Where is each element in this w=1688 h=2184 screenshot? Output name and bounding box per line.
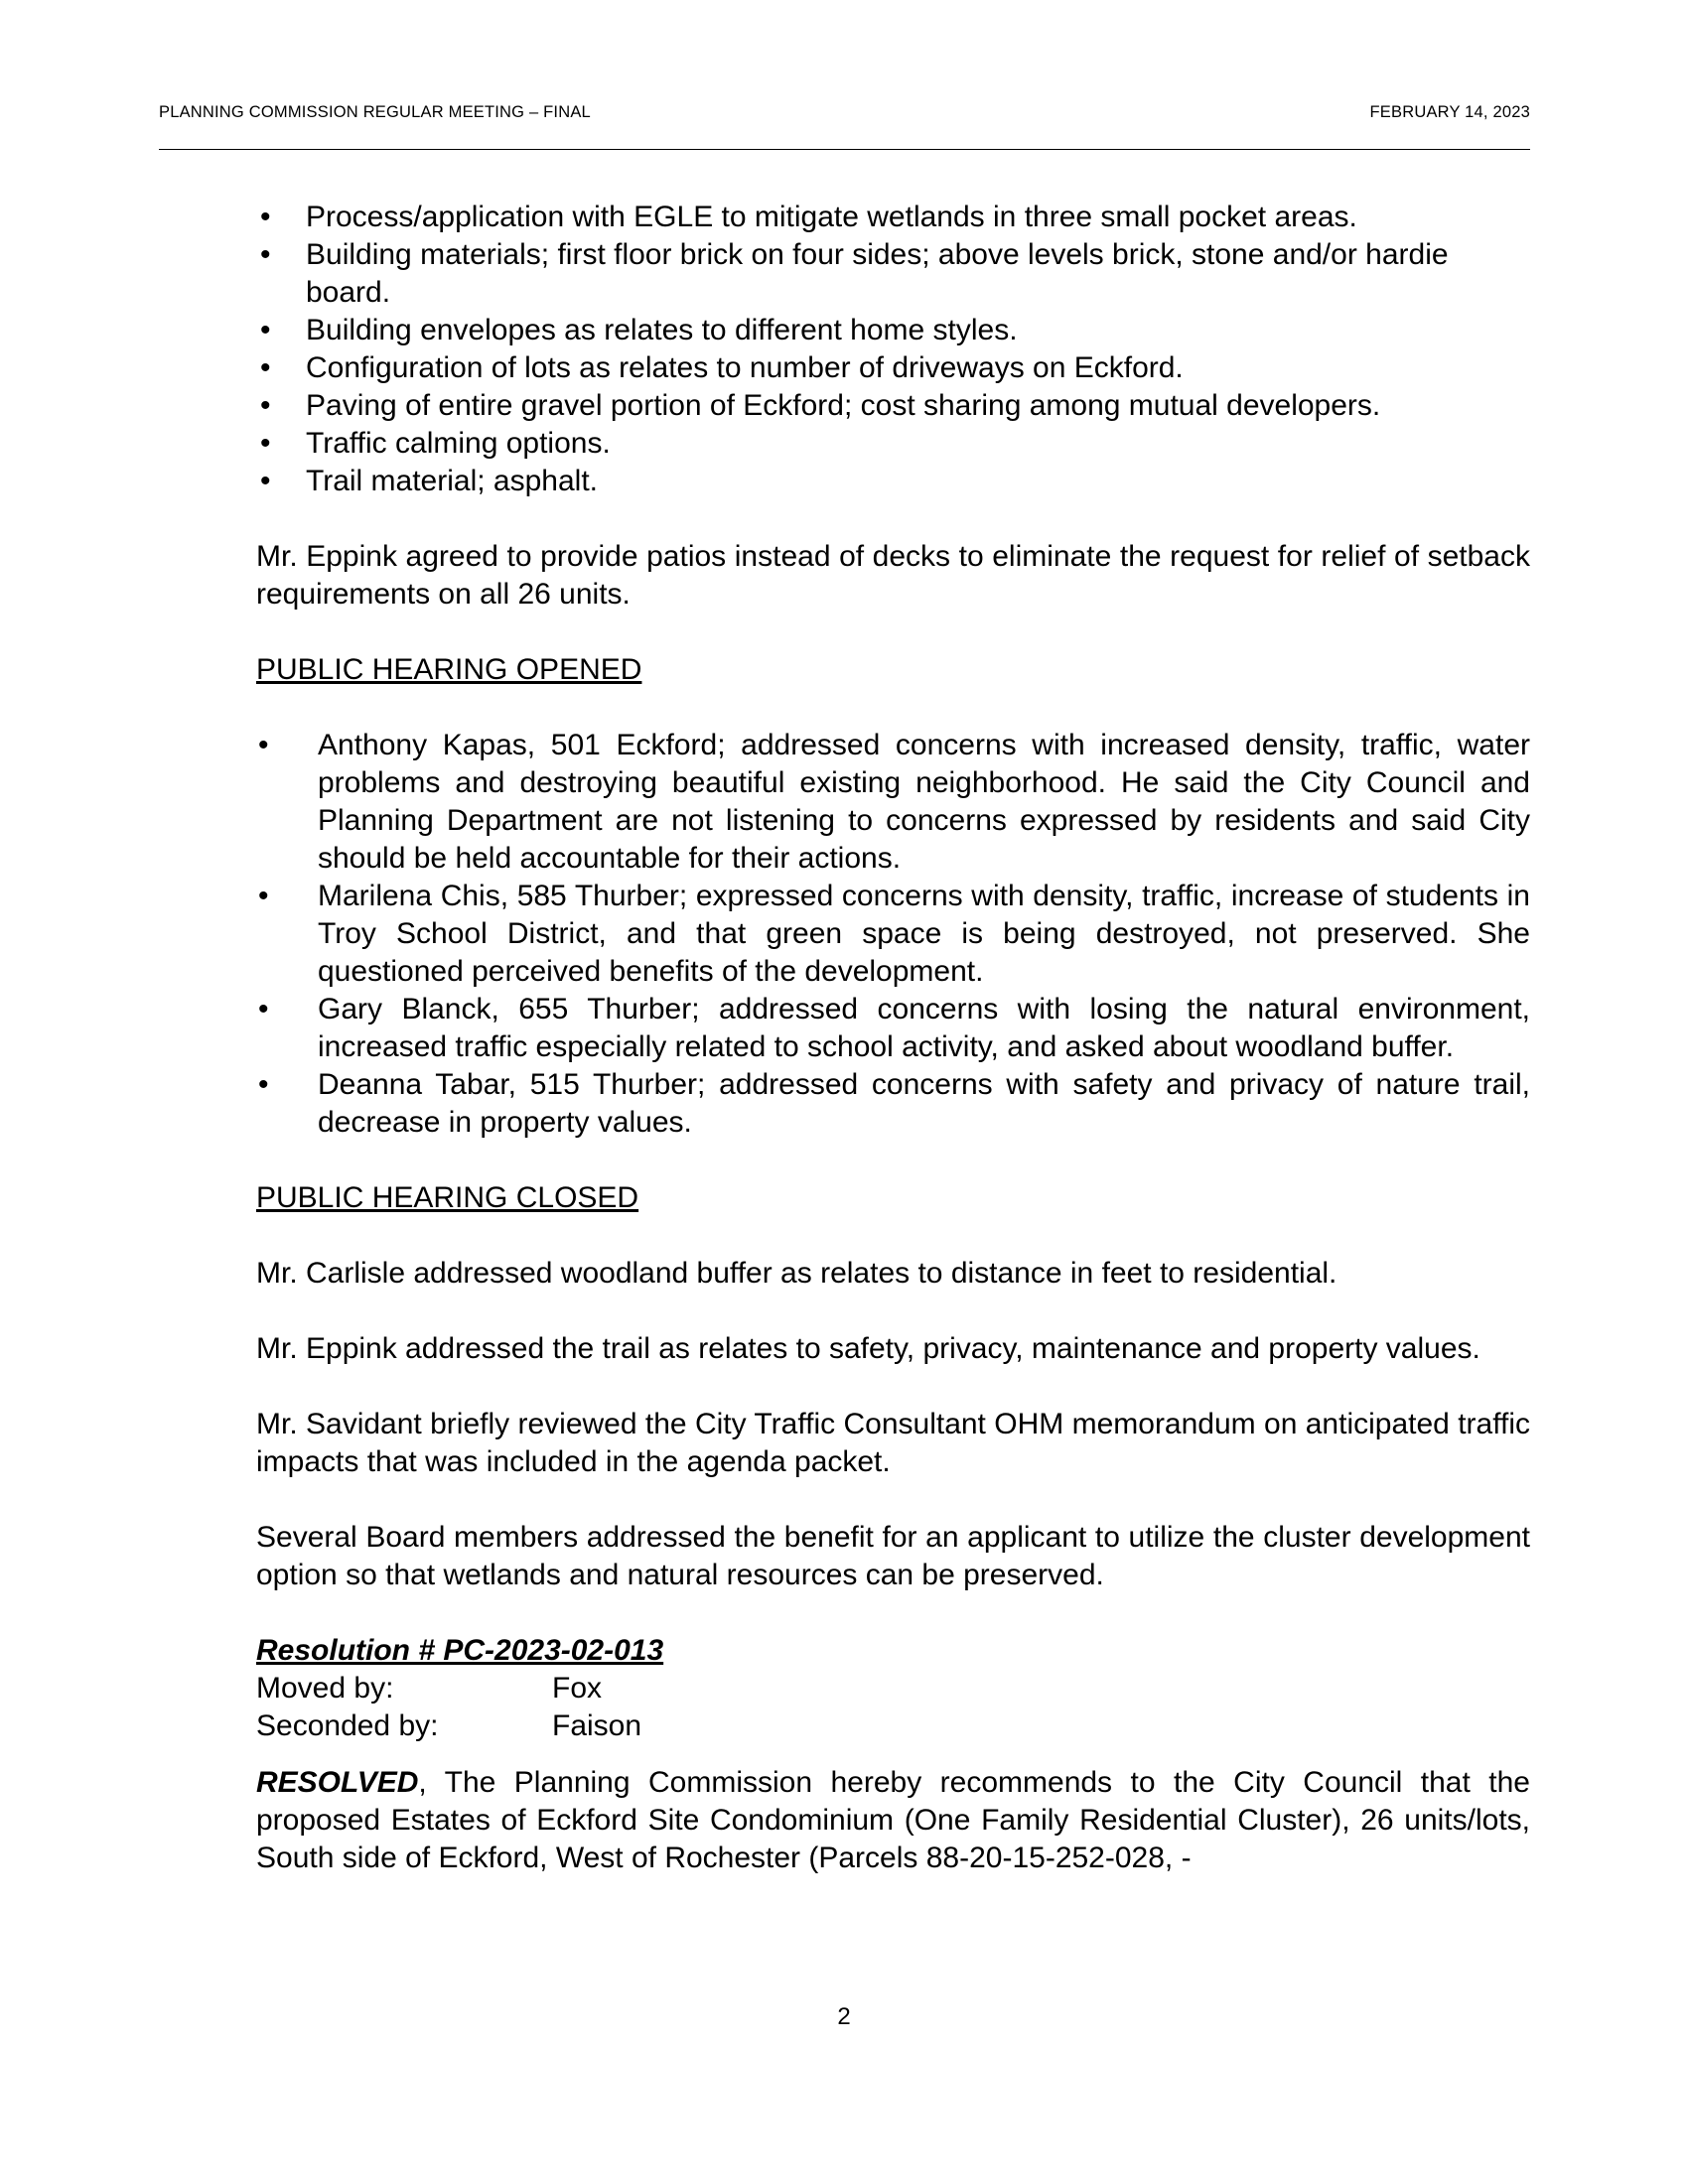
list-item: • Building materials; first floor brick on four sides; above levels brick, stone and/or hardie board. [260, 238, 1449, 309]
header-meeting-title: PLANNING COMMISSION REGULAR MEETING – FINAL [159, 103, 591, 121]
resolved-keyword: RESOLVED [256, 1766, 419, 1799]
resolved-text: , The Planning Commission hereby recommends to the City Council that the proposed Estates of Eckford Site Condominium (One Family Residential Cluster), 26 units/lots, South side of Eckford, West of Rochester (Parcels 88-20-15-252-028, - [256, 1766, 1530, 1874]
list-item: • Gary Blanck, 655 Thurber; addressed concerns with losing the natural environment, increased traffic especially related to school activity, and asked about woodland buffer. [258, 993, 1530, 1063]
bullet-icon: • [260, 465, 271, 497]
seconded-by-row [256, 1707, 1530, 1745]
bullet-icon: • [258, 729, 269, 761]
moved-by-label: Moved by: [256, 1672, 394, 1705]
bullet-icon: • [260, 201, 271, 233]
header-divider [159, 149, 1530, 150]
bullet-icon: • [258, 1068, 269, 1101]
list-item: • Building envelopes as relates to different home styles. [256, 312, 1530, 349]
board-members-paragraph: Several Board members addressed the benefit for an applicant to utilize the cluster development option so that wetlands and natural resources can be preserved. [256, 1521, 1530, 1591]
resolved-paragraph [256, 1764, 1530, 1877]
savidant-paragraph: Mr. Savidant briefly reviewed the City Traffic Consultant OHM memorandum on anticipated traffic impacts that was included in the agenda packet. [256, 1408, 1530, 1478]
seconded-by-label: Seconded by: [256, 1709, 439, 1742]
list-item: • Trail material; asphalt. [256, 463, 1530, 500]
list-item: • Deanna Tabar, 515 Thurber; addressed concerns with safety and privacy of nature trail, decrease in property values. [258, 1068, 1530, 1139]
list-item: • Paving of entire gravel portion of Eckford; cost sharing among mutual developers. [256, 387, 1530, 425]
header-date: FEBRUARY 14, 2023 [1369, 103, 1530, 121]
discussion-bullet-list [256, 199, 1530, 500]
moved-by-row [256, 1670, 1530, 1707]
moved-by-value: Fox [552, 1672, 603, 1705]
carlisle-paragraph: Mr. Carlisle addressed woodland buffer as relates to distance in feet to residential. [256, 1257, 1337, 1290]
list-item: • Configuration of lots as relates to number of driveways on Eckford. [256, 349, 1530, 387]
bullet-icon: • [260, 351, 271, 384]
bullet-icon: • [260, 314, 271, 346]
list-item: • Anthony Kapas, 501 Eckford; addressed concerns with increased density, traffic, water problems and destroying beautiful existing neighborhood. He said the City Council and Planning Department are not listening to concerns expressed by residents and said City should be held accountable for their actions. [258, 729, 1530, 875]
bullet-icon: • [258, 993, 269, 1025]
public-comments-list [256, 727, 1530, 1142]
list-item: • Traffic calming options. [256, 425, 1530, 463]
eppink-trail-paragraph: Mr. Eppink addressed the trail as relates to safety, privacy, maintenance and property values. [256, 1332, 1480, 1365]
list-item: • Marilena Chis, 585 Thurber; expressed concerns with density, traffic, increase of students in Troy School District, and that green space is being destroyed, not preserved. She questioned perceived benefits of the development. [258, 880, 1530, 988]
seconded-by-value: Faison [552, 1709, 642, 1742]
page-number: 2 [837, 2003, 851, 2030]
resolution-title: Resolution # PC-2023-02-013 [256, 1634, 664, 1667]
bullet-icon: • [258, 880, 269, 912]
page-header [159, 97, 1530, 125]
page-body [256, 199, 1530, 1877]
bullet-icon: • [260, 389, 271, 422]
public-hearing-opened-heading: PUBLIC HEARING OPENED [256, 653, 642, 686]
eppink-patios-paragraph: Mr. Eppink agreed to provide patios instead of decks to eliminate the request for relief of setback requirements on all 26 units. [256, 540, 1530, 611]
bullet-icon: • [260, 238, 271, 271]
bullet-icon: • [260, 427, 271, 460]
list-item: • Process/application with EGLE to mitigate wetlands in three small pocket areas. [256, 199, 1530, 236]
public-hearing-closed-heading: PUBLIC HEARING CLOSED [256, 1181, 639, 1214]
